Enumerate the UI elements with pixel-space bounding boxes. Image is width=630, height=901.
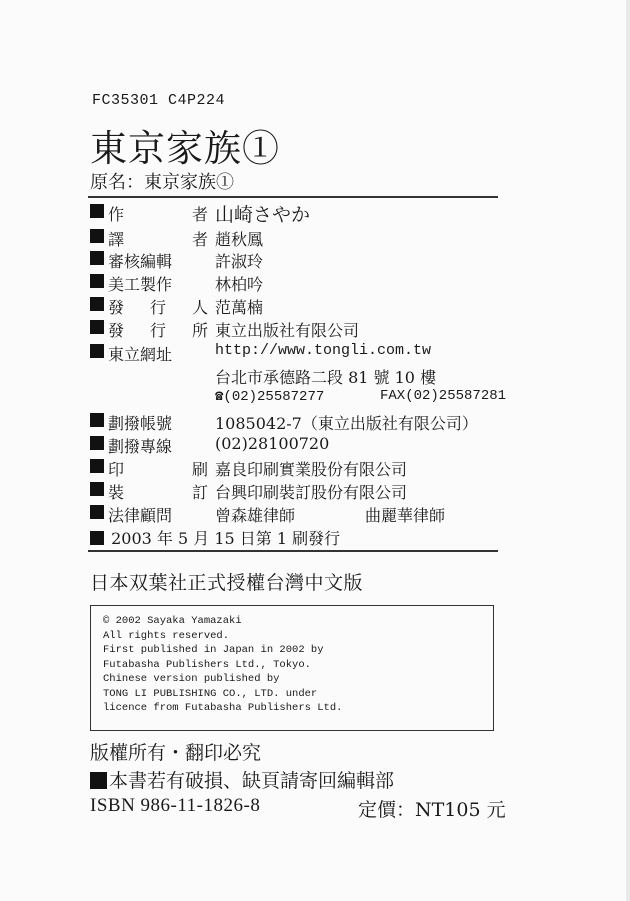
copyright-line: Chinese version published by <box>103 673 280 685</box>
price: 定價：NT105 元 <box>358 799 506 821</box>
credit-value: 范萬楠 <box>215 298 264 317</box>
isbn: ISBN 986-11-1826-8 <box>90 795 261 816</box>
rights-reserved: 版權所有・翻印必究 <box>90 742 262 764</box>
credit-row-issuer <box>90 295 264 317</box>
credit-row-legal <box>90 503 446 525</box>
copyright-line: © 2002 Sayaka Yamazaki <box>103 615 242 627</box>
credit-value: 趙秋鳳 <box>215 230 264 249</box>
credit-value-2: 曲麗華律師 <box>365 506 446 525</box>
credit-label: 劃撥專線 <box>108 437 173 456</box>
credit-label: 法律顧問 <box>108 506 173 525</box>
credit-value: 山崎さやか <box>215 204 311 226</box>
credit-value: 林柏吟 <box>215 275 264 294</box>
copyright-line: Futabasha Publishers Ltd., Tokyo. <box>103 658 311 671</box>
address: 台北市承德路二段 81 號 10 樓 <box>215 368 437 387</box>
bullet-square-icon <box>90 436 104 450</box>
bullet-square-icon <box>90 229 104 243</box>
bullet-square-icon <box>90 505 104 519</box>
credit-label: 美工製作 <box>108 275 173 294</box>
credit-label: 裝 訂 <box>108 483 208 502</box>
original-title: 原名：東京家族① <box>90 172 234 193</box>
copyright-line: TONG LI PUBLISHING CO., LTD. under <box>103 687 318 700</box>
copyright-line: licence from Futabasha Publishers Ltd. <box>103 702 343 714</box>
divider-top <box>88 196 498 198</box>
bullet-square-icon <box>90 204 104 218</box>
bullet-square-icon <box>90 297 104 311</box>
divider-bottom <box>88 550 498 552</box>
release-date: 2003 年 5 月 15 日第 1 刷發行 <box>111 529 341 548</box>
bullet-square-icon <box>90 482 104 496</box>
credit-value: 許淑玲 <box>215 252 264 271</box>
bullet-square-icon <box>90 531 104 545</box>
credit-row-hotline <box>90 434 330 456</box>
credit-row-author <box>90 202 311 226</box>
credit-label: 譯 者 <box>108 230 208 249</box>
credit-row-printing <box>90 457 408 479</box>
credit-value: (02)28100720 <box>215 434 330 453</box>
credit-row-office <box>90 318 360 340</box>
bullet-square-icon <box>90 251 104 265</box>
credit-row-translator <box>90 227 264 249</box>
credit-value: 曾森雄律師 <box>215 506 296 525</box>
fax-number: FAX(02)25587281 <box>380 388 507 404</box>
copyright-line: All rights reserved. <box>103 629 230 642</box>
credit-row-binding <box>90 480 408 502</box>
phone-number: ☎(02)25587277 <box>215 389 325 405</box>
credit-label: 審核編輯 <box>108 252 173 271</box>
bullet-square-icon <box>90 274 104 288</box>
website-url: http://www.tongli.com.tw <box>215 342 432 359</box>
bullet-square-icon <box>90 413 104 427</box>
credit-label: 劃撥帳號 <box>108 414 173 433</box>
credit-row-account <box>90 411 478 433</box>
credit-label: 發 行 人 <box>108 298 208 317</box>
copyright-line: First published in Japan in 2002 by <box>103 644 324 656</box>
credit-value: 台興印刷裝訂股份有限公司 <box>215 483 408 502</box>
bullet-square-icon <box>90 320 104 334</box>
credit-label: 東立網址 <box>108 345 173 364</box>
bullet-square-icon <box>90 344 104 358</box>
copyright-box <box>90 605 494 731</box>
publisher-license-line: 日本双葉社正式授權台灣中文版 <box>90 572 364 594</box>
book-title: 東京家族① <box>90 127 280 170</box>
credit-label: 發 行 所 <box>108 321 208 340</box>
credit-label: 印 刷 <box>108 460 208 479</box>
bullet-square-icon <box>90 459 104 473</box>
catalog-code: FC35301 C4P224 <box>92 92 226 109</box>
damage-notice <box>90 766 394 793</box>
credit-row-editor <box>90 249 264 271</box>
credit-value: 1085042-7（東立出版社有限公司） <box>215 414 478 433</box>
credit-label: 作 者 <box>108 205 208 224</box>
credit-value: 嘉良印刷實業股份有限公司 <box>215 460 408 479</box>
page-edge-shadow <box>626 0 630 901</box>
credit-row-website <box>90 342 432 364</box>
credit-row-art <box>90 272 264 294</box>
release-date-row <box>90 526 340 548</box>
bullet-square-icon <box>90 772 107 789</box>
credit-value: 東立出版社有限公司 <box>215 321 360 340</box>
damage-notice-text: 本書若有破損、缺頁請寄回編輯部 <box>109 770 395 792</box>
